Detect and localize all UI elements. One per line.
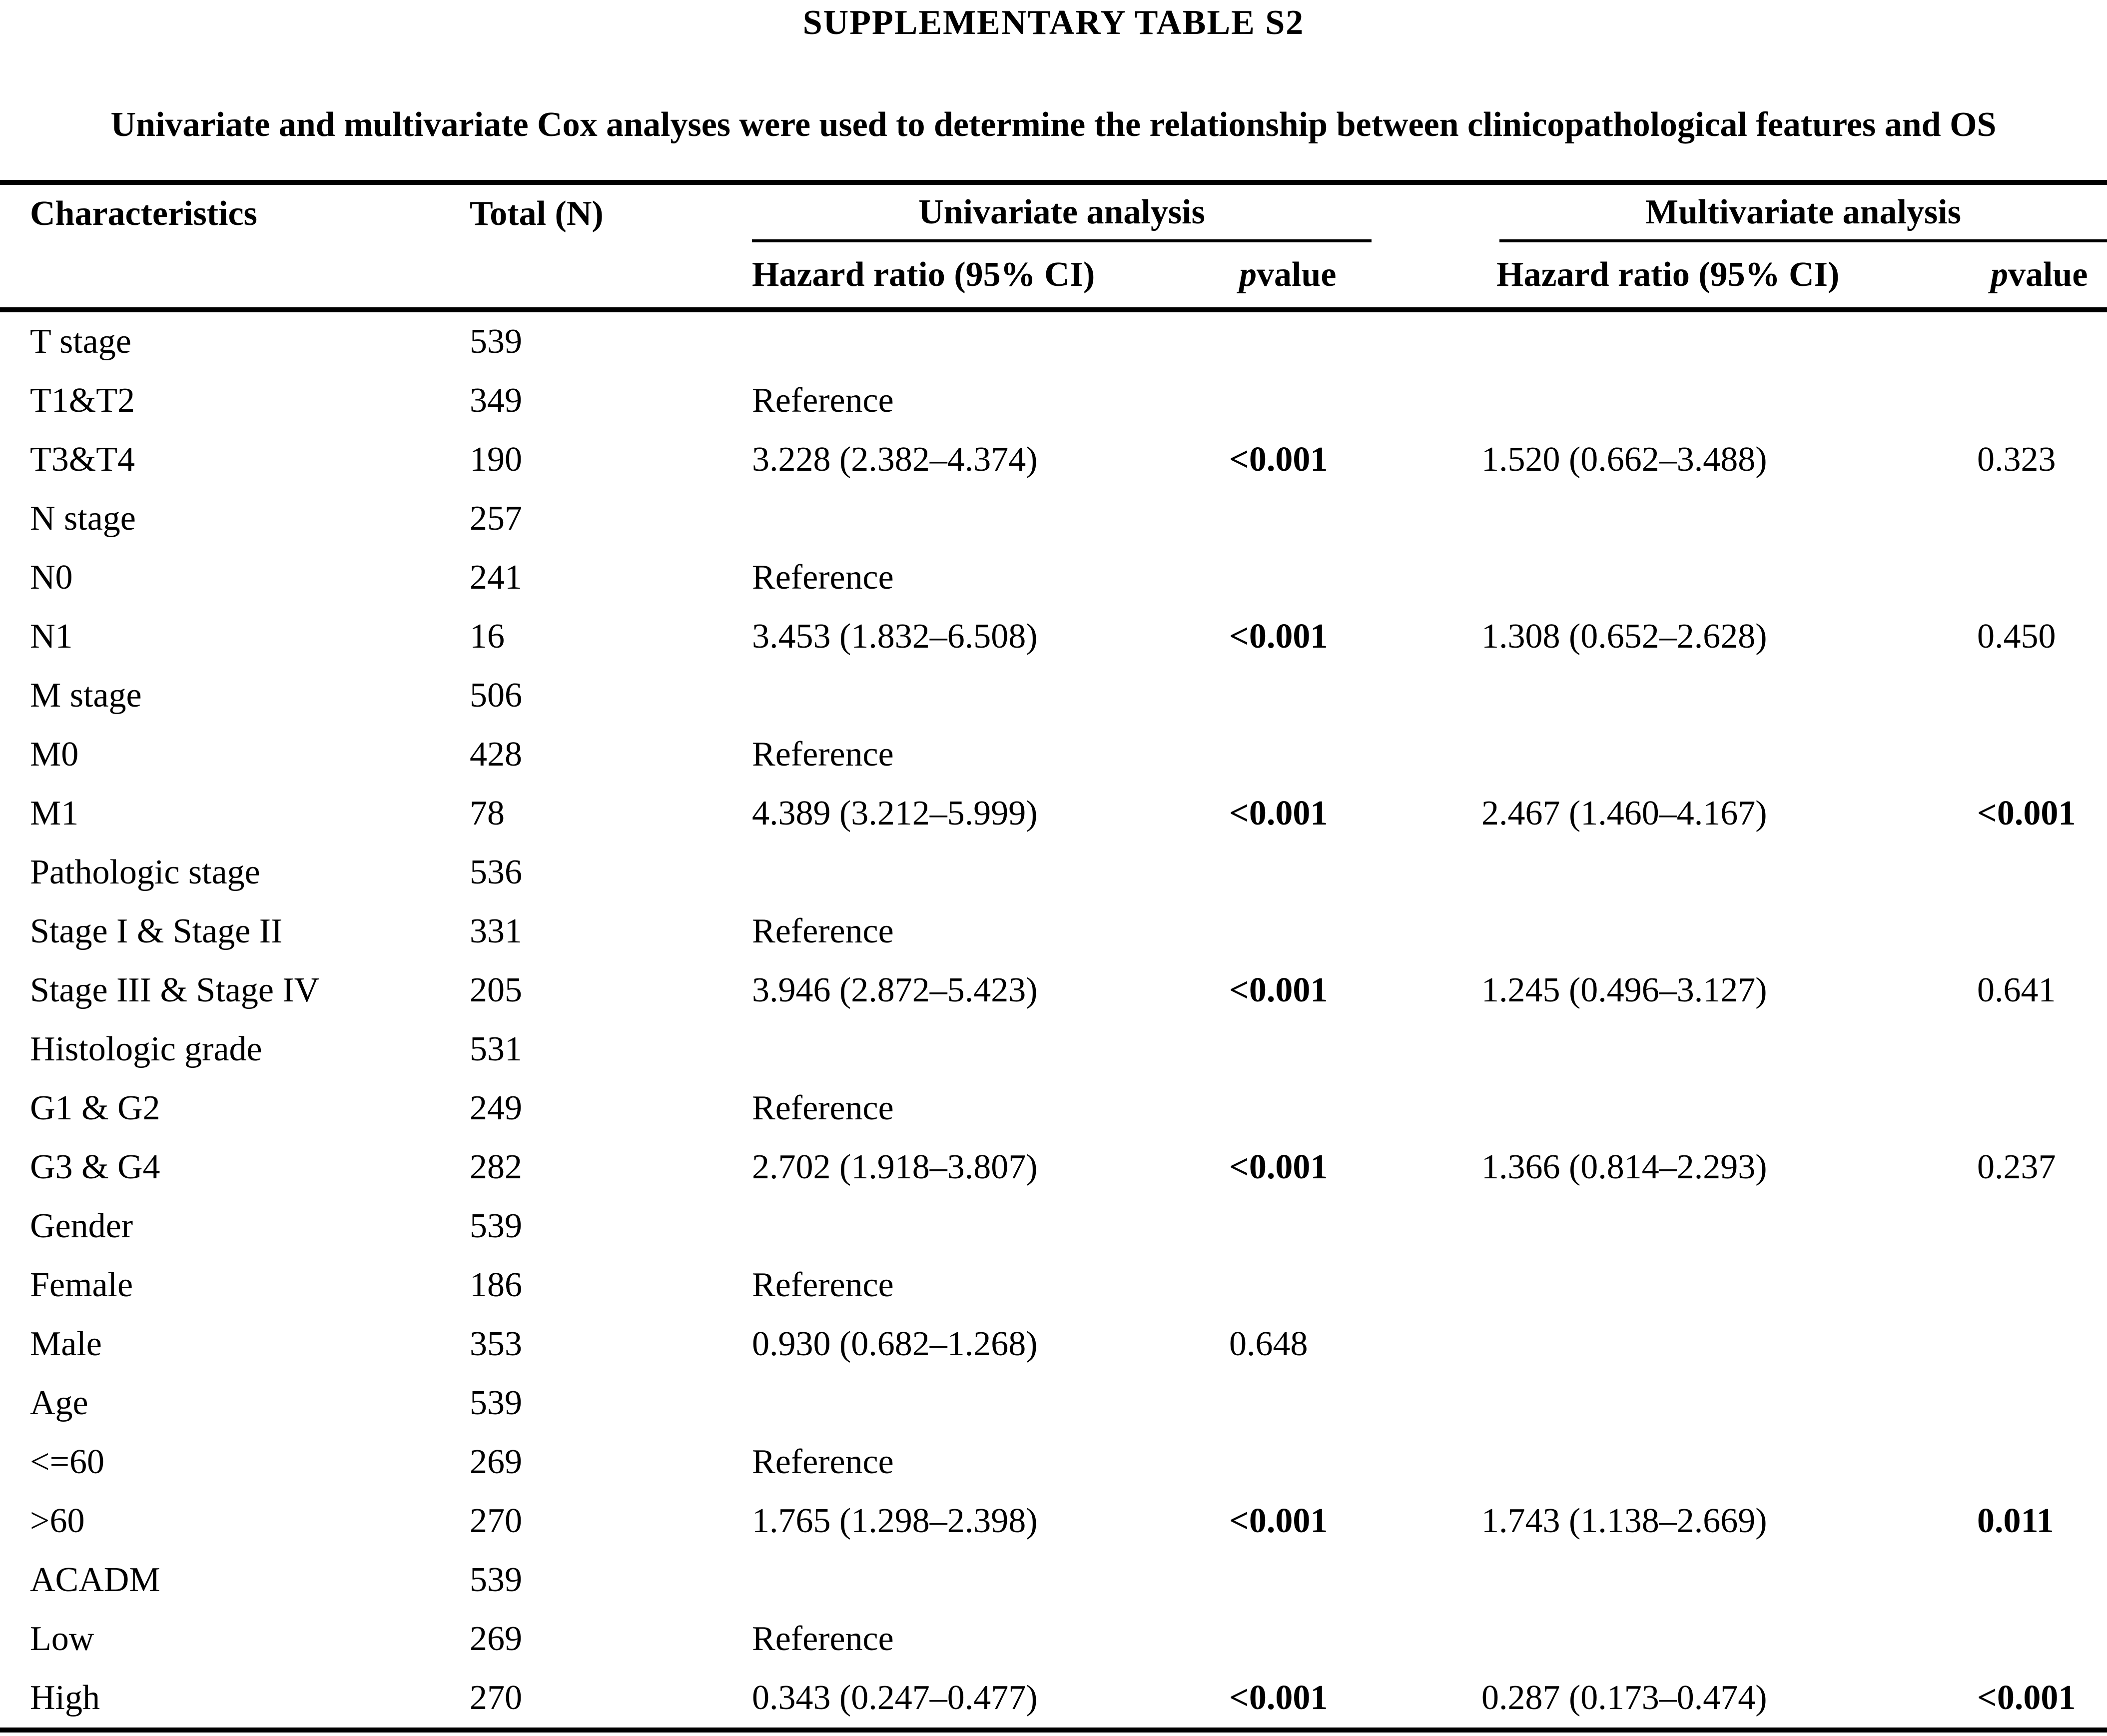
- table-body: [0, 312, 2107, 1728]
- characteristic-cell: Age: [30, 1384, 88, 1422]
- table-row: [0, 1197, 2107, 1256]
- total-cell: 282: [470, 1148, 522, 1186]
- univariate-p-cell: [1229, 548, 1481, 607]
- univariate-hr-cell: 4.389 (3.212–5.999): [752, 794, 1038, 833]
- multivariate-p-cell: [1977, 548, 2107, 607]
- characteristic-cell: Female: [30, 1266, 133, 1304]
- multivariate-hr-cell: [1481, 1374, 1977, 1433]
- total-cell: 269: [470, 1620, 522, 1658]
- multivariate-p-cell: 0.323: [1977, 440, 2056, 479]
- multivariate-hr-cell: 1.245 (0.496–3.127): [1481, 971, 1767, 1009]
- univariate-p-cell: [1229, 1020, 1481, 1079]
- table-top-rule: [0, 180, 2107, 185]
- total-cell: 349: [470, 381, 522, 420]
- univariate-hr-cell: [752, 1020, 1229, 1079]
- univariate-hr-cell: Reference: [752, 558, 894, 597]
- multivariate-hr-cell: [1481, 666, 1977, 725]
- header-total-n: Total (N): [470, 194, 604, 233]
- multivariate-hr-cell: 2.467 (1.460–4.167): [1481, 794, 1767, 833]
- multivariate-p-cell: [1977, 371, 2107, 430]
- characteristic-cell: Low: [30, 1620, 94, 1658]
- univariate-p-cell: [1229, 1197, 1481, 1256]
- multivariate-p-cell: [1977, 1374, 2107, 1433]
- multivariate-hr-cell: [1481, 1315, 1977, 1374]
- univariate-hr-cell: Reference: [752, 1266, 894, 1304]
- total-cell: 539: [470, 1561, 522, 1599]
- header-multivariate-analysis: Multivariate analysis: [1499, 185, 2107, 242]
- table-row: [0, 312, 2107, 371]
- table-row: [0, 784, 2107, 843]
- univariate-hr-cell: 3.946 (2.872–5.423): [752, 971, 1038, 1009]
- total-cell: 190: [470, 440, 522, 479]
- table-row: [0, 1610, 2107, 1669]
- table-row: [0, 961, 2107, 1020]
- univariate-hr-cell: Reference: [752, 1089, 894, 1127]
- multivariate-hr-cell: 0.287 (0.173–0.474): [1481, 1679, 1767, 1717]
- univariate-p-cell: <0.001: [1229, 794, 1328, 833]
- multivariate-hr-cell: [1481, 1020, 1977, 1079]
- univariate-p-cell: 0.648: [1229, 1325, 1308, 1363]
- multivariate-hr-cell: [1481, 1079, 1977, 1138]
- p-value-italic-p: p: [1991, 255, 2008, 294]
- multivariate-hr-cell: [1481, 1433, 1977, 1492]
- characteristic-cell: Histologic grade: [30, 1030, 262, 1068]
- univariate-hr-cell: [752, 312, 1229, 371]
- multivariate-hr-cell: 1.743 (1.138–2.669): [1481, 1502, 1767, 1540]
- multivariate-hr-cell: [1481, 1197, 1977, 1256]
- univariate-p-cell: <0.001: [1229, 971, 1328, 1009]
- univariate-hr-cell: [752, 1374, 1229, 1433]
- multivariate-p-cell: [1977, 1551, 2107, 1610]
- header-multivariate-group: [1481, 185, 2107, 242]
- univariate-hr-cell: Reference: [752, 1443, 894, 1481]
- subheader-empty-total: [470, 242, 752, 307]
- total-cell: 269: [470, 1443, 522, 1481]
- multivariate-hr-cell: [1481, 489, 1977, 548]
- characteristic-cell: N1: [30, 617, 73, 656]
- total-cell: 78: [470, 794, 505, 833]
- table-bottom-rule: [0, 1728, 2107, 1733]
- multivariate-p-cell: [1977, 1197, 2107, 1256]
- header-characteristics: Characteristics: [30, 194, 257, 233]
- total-cell: 506: [470, 676, 522, 715]
- multivariate-p-cell: [1977, 489, 2107, 548]
- table-row: [0, 725, 2107, 784]
- characteristic-cell: Pathologic stage: [30, 853, 260, 891]
- total-cell: 257: [470, 499, 522, 538]
- multivariate-p-cell: [1977, 312, 2107, 371]
- characteristic-cell: N stage: [30, 499, 136, 538]
- characteristic-cell: Stage III & Stage IV: [30, 971, 320, 1009]
- table-row: [0, 1256, 2107, 1315]
- multivariate-hr-cell: [1481, 1256, 1977, 1315]
- table-row: [0, 1669, 2107, 1728]
- multivariate-hr-cell: [1481, 1551, 1977, 1610]
- table-row: [0, 1079, 2107, 1138]
- total-cell: 16: [470, 617, 505, 656]
- multivariate-hr-cell: 1.520 (0.662–3.488): [1481, 440, 1767, 479]
- univariate-hr-cell: 2.702 (1.918–3.807): [752, 1148, 1038, 1186]
- multivariate-hr-cell: 1.366 (0.814–2.293): [1481, 1148, 1767, 1186]
- univariate-p-cell: <0.001: [1229, 440, 1328, 479]
- header-univariate-group: [752, 185, 1481, 242]
- total-cell: 270: [470, 1679, 522, 1717]
- p-value-rest: value: [2008, 255, 2088, 294]
- total-cell: 539: [470, 1384, 522, 1422]
- table-row: [0, 607, 2107, 666]
- header-univariate-analysis: Univariate analysis: [752, 185, 1372, 242]
- multivariate-p-cell: [1977, 666, 2107, 725]
- p-value-italic-p: p: [1239, 255, 1257, 294]
- subheader-hazard-ratio-univariate: Hazard ratio (95% CI): [752, 255, 1095, 294]
- table-row: [0, 1020, 2107, 1079]
- subheader-p-value-univariate: [1229, 242, 1481, 307]
- characteristic-cell: T1&T2: [30, 381, 135, 420]
- univariate-hr-cell: 0.930 (0.682–1.268): [752, 1325, 1038, 1363]
- table-row: [0, 1374, 2107, 1433]
- univariate-hr-cell: 1.765 (1.298–2.398): [752, 1502, 1038, 1540]
- characteristic-cell: <=60: [30, 1443, 104, 1481]
- multivariate-p-cell: 0.011: [1977, 1502, 2054, 1540]
- univariate-hr-cell: Reference: [752, 381, 894, 420]
- univariate-p-cell: [1229, 1374, 1481, 1433]
- univariate-hr-cell: [752, 843, 1229, 902]
- table-row: [0, 1138, 2107, 1197]
- table-header-bottom-rule: [0, 307, 2107, 312]
- multivariate-hr-cell: [1481, 312, 1977, 371]
- univariate-p-cell: [1229, 1256, 1481, 1315]
- multivariate-p-cell: [1977, 902, 2107, 961]
- univariate-p-cell: <0.001: [1229, 1679, 1328, 1717]
- characteristic-cell: T3&T4: [30, 440, 135, 479]
- characteristic-cell: >60: [30, 1502, 85, 1540]
- univariate-p-cell: [1229, 1433, 1481, 1492]
- characteristic-cell: M1: [30, 794, 79, 833]
- univariate-p-cell: [1229, 1610, 1481, 1669]
- multivariate-hr-cell: [1481, 548, 1977, 607]
- multivariate-hr-cell: [1481, 902, 1977, 961]
- multivariate-p-cell: [1977, 1433, 2107, 1492]
- table-caption: Univariate and multivariate Cox analyses were used to determine the relationship between clinicopathological features and OS: [110, 105, 1997, 144]
- table-row: [0, 548, 2107, 607]
- total-cell: 428: [470, 735, 522, 774]
- univariate-p-cell: [1229, 371, 1481, 430]
- univariate-hr-cell: 3.453 (1.832–6.508): [752, 617, 1038, 656]
- univariate-hr-cell: 0.343 (0.247–0.477): [752, 1679, 1038, 1717]
- univariate-hr-cell: [752, 666, 1229, 725]
- multivariate-p-cell: [1977, 1020, 2107, 1079]
- multivariate-hr-cell: [1481, 1610, 1977, 1669]
- univariate-hr-cell: Reference: [752, 735, 894, 774]
- univariate-p-cell: [1229, 489, 1481, 548]
- table-row: [0, 1433, 2107, 1492]
- total-cell: 353: [470, 1325, 522, 1363]
- total-cell: 205: [470, 971, 522, 1009]
- multivariate-p-cell: [1977, 1610, 2107, 1669]
- total-cell: 531: [470, 1030, 522, 1068]
- table-row: [0, 489, 2107, 548]
- multivariate-hr-cell: [1481, 725, 1977, 784]
- table-row: [0, 1492, 2107, 1551]
- multivariate-p-cell: [1977, 1315, 2107, 1374]
- subheader-hazard-ratio-multivariate: Hazard ratio (95% CI): [1496, 255, 1840, 294]
- table-row: [0, 902, 2107, 961]
- multivariate-p-cell: <0.001: [1977, 1679, 2076, 1717]
- univariate-hr-cell: Reference: [752, 1620, 894, 1658]
- univariate-p-cell: [1229, 725, 1481, 784]
- p-value-rest: value: [1257, 255, 1337, 294]
- multivariate-p-cell: 0.641: [1977, 971, 2056, 1009]
- multivariate-p-cell: [1977, 1079, 2107, 1138]
- multivariate-p-cell: <0.001: [1977, 794, 2076, 833]
- characteristic-cell: M0: [30, 735, 79, 774]
- univariate-p-cell: <0.001: [1229, 1502, 1328, 1540]
- table-group-header-row: [0, 185, 2107, 242]
- univariate-p-cell: <0.001: [1229, 1148, 1328, 1186]
- univariate-p-cell: [1229, 312, 1481, 371]
- page-title: SUPPLEMENTARY TABLE S2: [802, 3, 1305, 42]
- characteristic-cell: G1 & G2: [30, 1089, 160, 1127]
- table-subheader-row: [0, 242, 2107, 307]
- subheader-p-value-multivariate: [1977, 242, 2107, 307]
- univariate-hr-cell: [752, 1551, 1229, 1610]
- total-cell: 186: [470, 1266, 522, 1304]
- characteristic-cell: T stage: [30, 322, 131, 361]
- table-row: [0, 666, 2107, 725]
- multivariate-p-cell: [1977, 725, 2107, 784]
- multivariate-p-cell: [1977, 843, 2107, 902]
- univariate-hr-cell: [752, 1197, 1229, 1256]
- characteristic-cell: Stage I & Stage II: [30, 912, 283, 950]
- total-cell: 539: [470, 322, 522, 361]
- univariate-hr-cell: 3.228 (2.382–4.374): [752, 440, 1038, 479]
- univariate-hr-cell: Reference: [752, 912, 894, 950]
- multivariate-hr-cell: [1481, 371, 1977, 430]
- multivariate-hr-cell: 1.308 (0.652–2.628): [1481, 617, 1767, 656]
- multivariate-p-cell: 0.237: [1977, 1148, 2056, 1186]
- univariate-p-cell: <0.001: [1229, 617, 1328, 656]
- univariate-p-cell: [1229, 1079, 1481, 1138]
- total-cell: 331: [470, 912, 522, 950]
- table-row: [0, 430, 2107, 489]
- characteristic-cell: N0: [30, 558, 73, 597]
- characteristic-cell: ACADM: [30, 1561, 160, 1599]
- total-cell: 241: [470, 558, 522, 597]
- total-cell: 536: [470, 853, 522, 891]
- table-row: [0, 1551, 2107, 1610]
- total-cell: 270: [470, 1502, 522, 1540]
- table-row: [0, 843, 2107, 902]
- total-cell: 539: [470, 1207, 522, 1245]
- univariate-p-cell: [1229, 666, 1481, 725]
- univariate-p-cell: [1229, 1551, 1481, 1610]
- multivariate-hr-cell: [1481, 843, 1977, 902]
- multivariate-p-cell: [1977, 1256, 2107, 1315]
- subheader-empty-characteristics: [0, 242, 470, 307]
- univariate-p-cell: [1229, 902, 1481, 961]
- total-cell: 249: [470, 1089, 522, 1127]
- characteristic-cell: High: [30, 1679, 100, 1717]
- characteristic-cell: M stage: [30, 676, 142, 715]
- characteristic-cell: Gender: [30, 1207, 133, 1245]
- univariate-p-cell: [1229, 843, 1481, 902]
- characteristic-cell: G3 & G4: [30, 1148, 160, 1186]
- cox-analysis-table: [0, 180, 2107, 1733]
- characteristic-cell: Male: [30, 1325, 102, 1363]
- univariate-hr-cell: [752, 489, 1229, 548]
- multivariate-p-cell: 0.450: [1977, 617, 2056, 656]
- table-row: [0, 1315, 2107, 1374]
- table-row: [0, 371, 2107, 430]
